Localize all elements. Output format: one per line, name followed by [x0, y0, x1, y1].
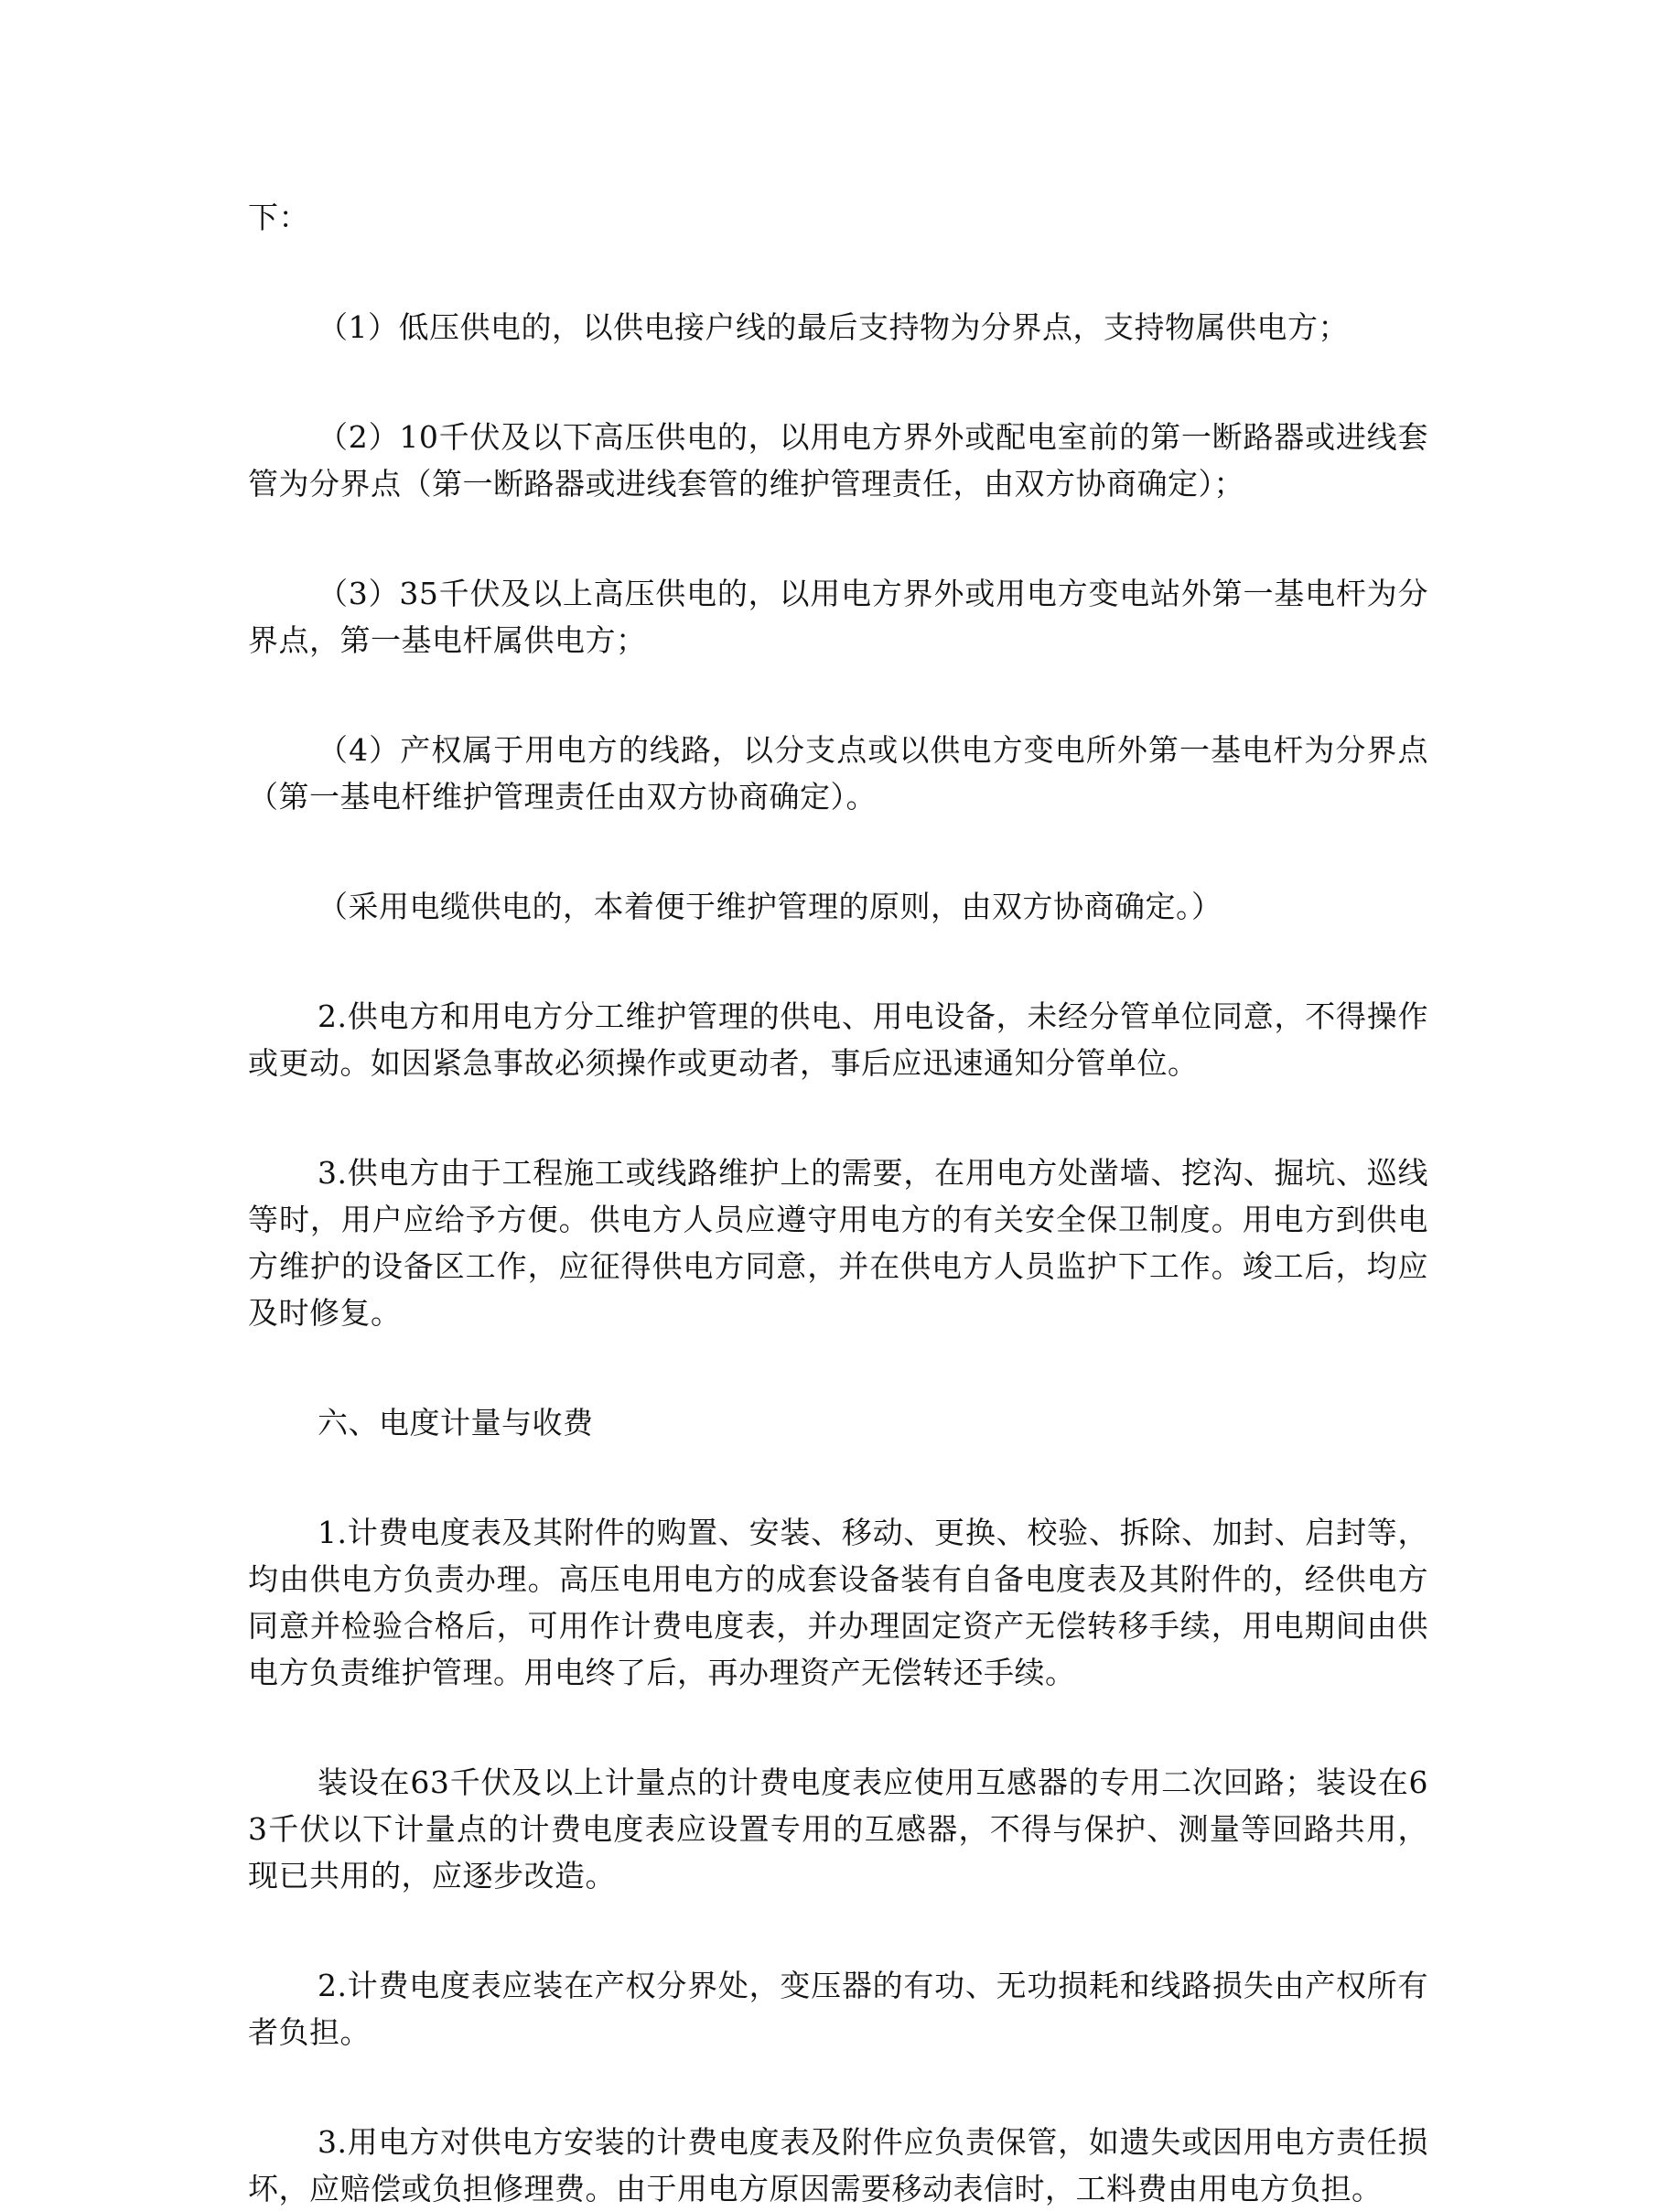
paragraph-item-4: （4）产权属于用电方的线路，以分支点或以供电方变电所外第一基电杆为分界点（第一基电杆维护管理责任由双方协商确定）。: [248, 732, 1428, 815]
paragraph-metering-3: 3.用电方对供电方安装的计费电度表及附件应负责保管，如遗失或因用电方责任损坏，应赔偿或负担修理费。由于用电方原因需要移动表信时，工料费由用电方负担。: [248, 2124, 1428, 2207]
section-heading-metering: 六、电度计量与收费: [318, 1405, 594, 1440]
paragraph-clause-3: 3.供电方由于工程施工或线路维护上的需要，在用电方处凿墙、挖沟、掘坑、巡线等时，用户应给予方便。供电方人员应遵守用电方的有关安全保卫制度。用电方到供电方维护的设备区工作，应征得供电方同意，并在供电方人员监护下工作。竣工后，均应及时修复。: [248, 1155, 1428, 1331]
paragraph-metering-2: 2.计费电度表应装在产权分界处，变压器的有功、无功损耗和线路损失由产权所有者负担。: [248, 1968, 1428, 2050]
paragraph-item-1: （1）低压供电的，以供电接户线的最后支持物为分界点，支持物属供电方；: [318, 309, 1349, 345]
paragraph-item-2: （2）10千伏及以下高压供电的，以用电方界外或配电室前的第一断路器或进线套管为分界点（第一断路器或进线套管的维护管理责任，由双方协商确定）；: [248, 419, 1428, 502]
paragraph-continuation: 下：: [248, 200, 309, 235]
paragraph-clause-2: 2.供电方和用电方分工维护管理的供电、用电设备，未经分管单位同意，不得操作或更动。如因紧急事故必须操作或更动者，事后应迅速通知分管单位。: [248, 998, 1428, 1081]
document-page: [248, 194, 1428, 2212]
paragraph-metering-63kv: 装设在63千伏及以上计量点的计费电度表应使用互感器的专用二次回路；装设在63千伏以下计量点的计费电度表应设置专用的互感器，不得与保护、测量等回路共用，现已共用的，应逐步改造。: [248, 1764, 1428, 1894]
paragraph-metering-1: 1.计费电度表及其附件的购置、安装、移动、更换、校验、拆除、加封、启封等，均由供电方负责办理。高压电用电方的成套设备装有自备电度表及其附件的，经供电方同意并检验合格后，可用作计费电度表，并办理固定资产无偿转移手续，用电期间由供电方负责维护管理。用电终了后，再办理资产无偿转还手续。: [248, 1515, 1428, 1690]
paragraph-item-3: （3）35千伏及以上高压供电的，以用电方界外或用电方变电站外第一基电杆为分界点，第一基电杆属供电方；: [248, 576, 1428, 658]
paragraph-cable-note: （采用电缆供电的，本着便于维护管理的原则，由双方协商确定。）: [318, 889, 1222, 924]
